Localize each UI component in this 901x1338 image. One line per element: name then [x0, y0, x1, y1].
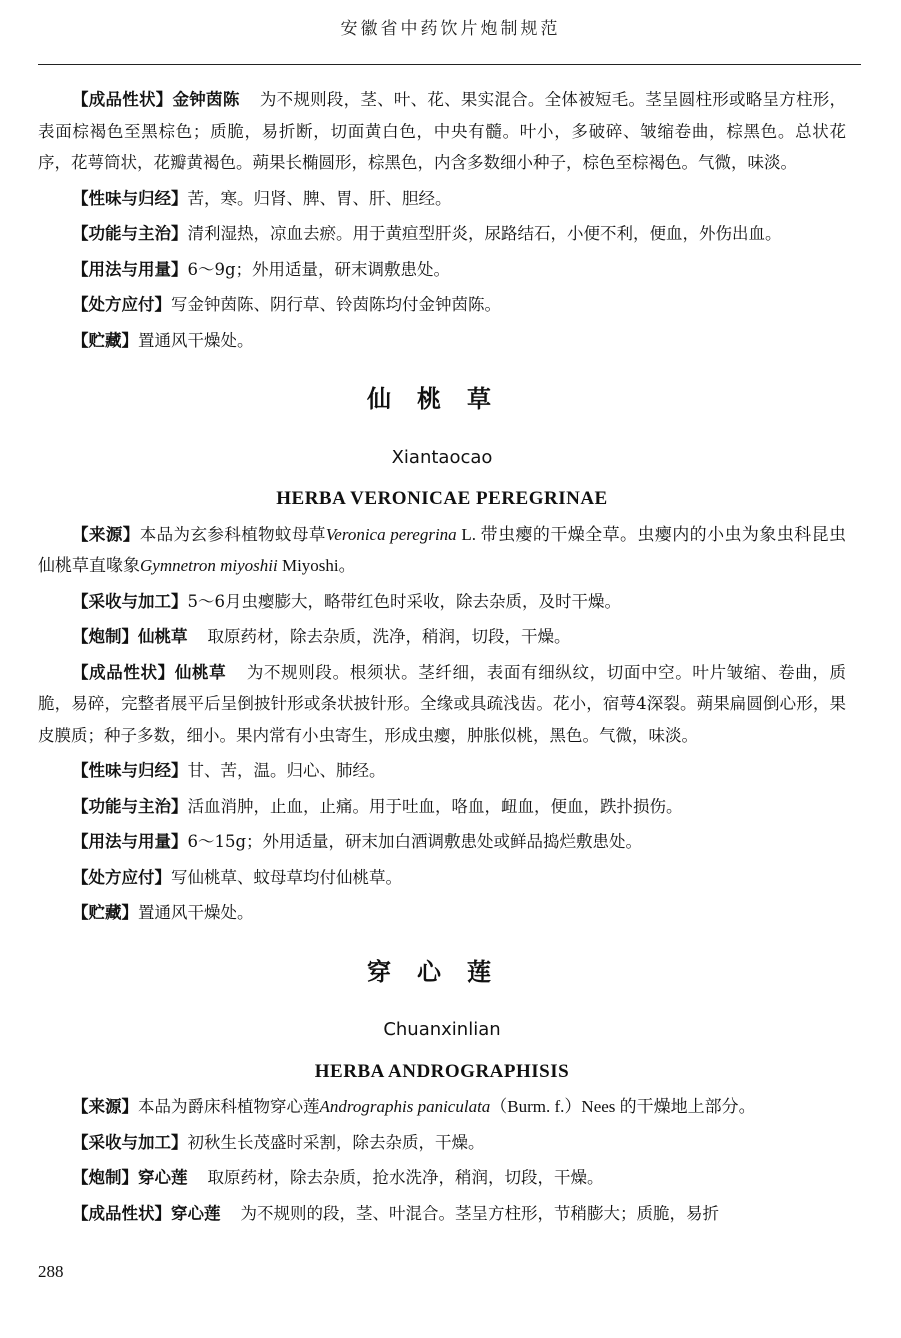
paragraph-storage: 【贮藏】置通风干燥处。: [72, 330, 254, 350]
paragraph-harvest: 【采收与加工】初秋生长茂盛时采割，除去杂质，干燥。: [72, 1132, 485, 1152]
paragraph-prescription: 【处方应付】写金钟茵陈、阴行草、铃茵陈均付金钟茵陈。: [72, 295, 501, 314]
paragraph-nature-meridian: 【性味与归经】甘、苦，温。归心、肺经。: [72, 761, 386, 780]
entry-title: 仙桃草: [367, 385, 517, 413]
paragraph-dosage: 【用法与用量】6～15g；外用适量，研末加白酒调敷患处或鲜品捣烂敷患处。: [72, 832, 643, 851]
paragraph-function: 【功能与主治】活血消肿，止血，止痛。用于吐血，咯血，衄血，便血，跌扑损伤。: [72, 796, 683, 816]
paragraph-processing: 【炮制】仙桃草 取原药材，除去杂质，洗净，稍润，切段，干燥。: [72, 627, 571, 646]
paragraph-storage: 【贮藏】置通风干燥处。: [72, 903, 254, 922]
paragraph-harvest: 【采收与加工】5～6月虫瘿膨大，略带红色时采收，除去杂质，及时干燥。: [72, 591, 621, 611]
paragraph-nature-meridian: 【性味与归经】苦，寒。归肾、脾、胃、肝、胆经。: [72, 188, 452, 208]
paragraph-appearance: 【成品性状】穿心莲 为不规则的段，茎、叶混合。茎呈方柱形，节稍膨大；质脆，易折: [72, 1203, 719, 1223]
page-body: [38, 84, 846, 1229]
paragraph-dosage: 【用法与用量】6～9g；外用适量，研末调敷患处。: [72, 259, 451, 279]
entry-pinyin: Xiantaocao: [391, 446, 493, 468]
paragraph-source: 【来源】本品为爵床科植物穿心莲Andrographis paniculata（Burm. f.）Nees 的干燥地上部分。: [72, 1097, 756, 1116]
entry-title: 穿心莲: [367, 957, 517, 986]
running-header: 安徽省中药饮片炮制规范: [340, 19, 561, 39]
paragraph-function: 【功能与主治】清利湿热，凉血去瘀。用于黄疸型肝炎，尿路结石，小便不利，便血，外伤出血。: [72, 224, 782, 243]
paragraph-processing: 【炮制】穿心莲 取原药材，除去杂质，抢水洗净，稍润，切段，干燥。: [72, 1168, 604, 1187]
paragraph-appearance: 【成品性状】金钟茵陈 为不规则段，茎、叶、花、果实混合。全体被短毛。茎呈圆柱形或略呈方柱形，表面棕褐色至黑棕色；质脆，易折断，切面黄白色，中央有髓。叶小，多破碎、皱缩卷曲，棕黑色。总状花序，花萼筒状，花瓣黄褐色。蒴果长椭圆形，棕黑色，内含多数细小种子，棕色至棕褐色。气微，味淡。: [38, 90, 847, 172]
page-number: 288: [38, 1262, 64, 1281]
header-rule: [38, 64, 861, 65]
paragraph-prescription: 【处方应付】写仙桃草、蚊母草均付仙桃草。: [72, 867, 402, 887]
entry-latin-name: HERBA VERONICAE PEREGRINAE: [276, 488, 608, 509]
entry-latin-name: HERBA ANDROGRAPHISIS: [314, 1060, 570, 1082]
paragraph-source: 【来源】本品为玄参科植物蚊母草Veronica peregrina L. 带虫瘿的干燥全草。虫瘿内的小虫为象虫科昆虫仙桃草直喙象Gymnetron miyoshii Miyoshi。: [38, 524, 847, 575]
paragraph-appearance: 【成品性状】仙桃草 为不规则段。根须状。茎纤细，表面有细纵纹，切面中空。叶片皱缩、卷曲，质脆，易碎，完整者展平后呈倒披针形或条状披针形。全缘或具疏浅齿。花小，宿萼4深裂。蒴果扁圆倒心形，果皮膜质；种子多数，细小。果内常有小虫寄生，形成虫瘿，肿胀似桃，黑色。气微，味淡。: [38, 662, 847, 745]
entry-pinyin: Chuanxinlian: [383, 1019, 501, 1040]
